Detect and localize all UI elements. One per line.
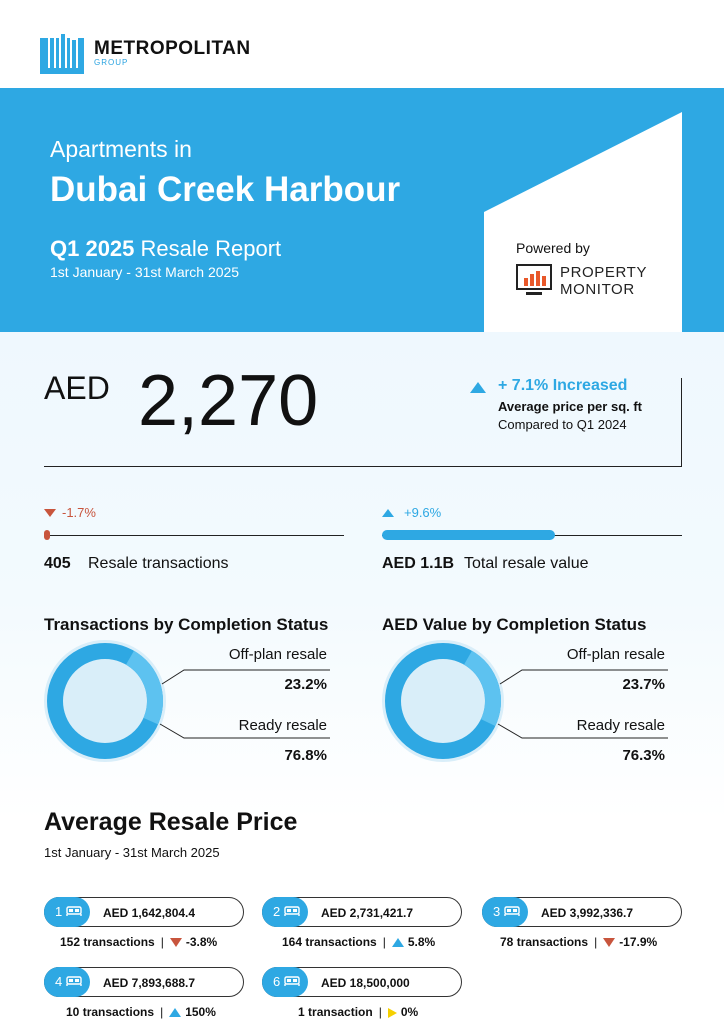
transaction-summary [298,1005,418,1019]
bedroom-badge [44,967,90,997]
bedroom-count: 4 [55,974,63,989]
value-bar [382,530,555,540]
bed-icon [284,905,300,917]
value-amount: AED 1.1B [382,555,455,572]
tx-ready-pct: 76.8% [284,747,327,764]
value-status-title: AED Value by Completion Status [382,615,647,634]
tx-status-title: Transactions by Completion Status [44,615,329,634]
bedroom-count: 1 [55,904,63,919]
price-metric-label: Average price per sq. ft [498,399,643,414]
report-quarter: Q1 2025 [50,236,135,261]
bedroom-badge [262,967,308,997]
separator: | [160,935,164,949]
tx-change: -17.9% [619,935,658,949]
property-monitor-logo-icon [516,264,552,298]
transactions-count: 405 [44,555,71,572]
tx-label: transactions [305,935,377,949]
tx-label: transactions [83,935,155,949]
top-bar [0,0,724,88]
property-monitor-wordmark [560,264,647,298]
tx-label: transactions [82,1005,155,1019]
brand-sub: GROUP [94,58,129,67]
transaction-summary [282,935,435,949]
avg-resale-title: Average Resale Price [44,808,298,836]
bedroom-badge [482,897,528,927]
tx-change: 150% [185,1005,216,1019]
price-pill [262,897,462,927]
tx-offplan-pct: 23.2% [284,676,327,693]
price-pill [44,897,244,927]
price-comparison-label: Compared to Q1 2024 [498,417,627,432]
divider-horizontal [44,466,682,467]
decrease-down-icon [603,938,615,947]
partner-line-1: PROPERTY [560,264,648,281]
increase-up-icon [382,509,394,517]
value-ready-label: Ready resale [576,717,665,734]
bedroom-count: 3 [493,904,501,919]
hero-subtitle: Apartments in [50,136,192,162]
increase-up-icon [392,938,404,947]
decrease-down-icon [170,938,182,947]
partner-line-2: MONITOR [560,281,635,298]
price-currency: AED [44,370,110,406]
bedroom-badge [262,897,308,927]
separator: | [594,935,598,949]
powered-by-label: Powered by [516,240,590,256]
bed-icon [284,975,300,987]
tx-count: 78 [500,935,514,949]
price-pill [482,897,682,927]
price-pill [44,967,244,997]
divider-vertical [681,378,682,466]
separator: | [382,935,386,949]
tx-offplan-label: Off-plan resale [228,646,327,663]
separator: | [378,1005,382,1019]
tx-label: transaction [308,1005,373,1019]
avg-price: AED 18,500,000 [321,976,410,990]
separator: | [160,1005,164,1019]
tx-count: 152 [60,935,81,949]
bed-icon [504,905,520,917]
price-pill [262,967,462,997]
bed-icon [66,905,82,917]
tx-count: 10 [66,1005,80,1019]
avg-resale-dates: 1st January - 31st March 2025 [44,845,220,860]
transactions-bar [44,530,50,540]
increase-up-icon [169,1008,181,1017]
value-offplan-label: Off-plan resale [566,646,665,663]
transactions-change: -1.7% [62,505,96,520]
transaction-summary [66,1005,216,1019]
report-dates: 1st January - 31st March 2025 [50,264,240,280]
avg-price: AED 1,642,804.4 [103,906,196,920]
tx-ready-label: Ready resale [238,717,327,734]
transactions-label: Resale transactions [88,555,229,572]
tx-change: -3.8% [185,935,218,949]
price-value: 2,270 [138,361,319,441]
value-ready-pct: 76.3% [622,747,665,764]
transactions-track [44,535,344,536]
transaction-summary [500,935,657,949]
tx-label: transactions [516,935,589,949]
report-name: Resale Report [140,236,282,261]
avg-price: AED 7,893,688.7 [103,976,196,990]
tx-count: 164 [282,935,303,949]
tx-change: 0% [400,1005,419,1019]
decrease-down-icon [44,509,56,517]
tx-change: 5.8% [407,935,436,949]
increase-up-icon [470,382,486,393]
hero-title: Dubai Creek Harbour [50,170,401,209]
no-change-icon [388,1008,397,1018]
tx-count: 1 [298,1005,305,1019]
avg-price: AED 3,992,336.7 [541,906,634,920]
hero-banner [0,88,724,332]
bedroom-count: 6 [273,974,281,989]
bedroom-badge [44,897,90,927]
metropolitan-logo-icon [40,30,84,74]
transaction-summary [60,935,217,949]
value-offplan-pct: 23.7% [622,676,665,693]
avg-price: AED 2,731,421.7 [321,906,414,920]
bedroom-count: 2 [273,904,281,919]
bed-icon [66,975,82,987]
price-change: + 7.1% Increased [498,377,628,394]
value-label: Total resale value [464,555,589,572]
report-title [50,236,281,262]
value-change: +9.6% [404,505,442,520]
brand-name: METROPOLITAN [94,38,251,59]
